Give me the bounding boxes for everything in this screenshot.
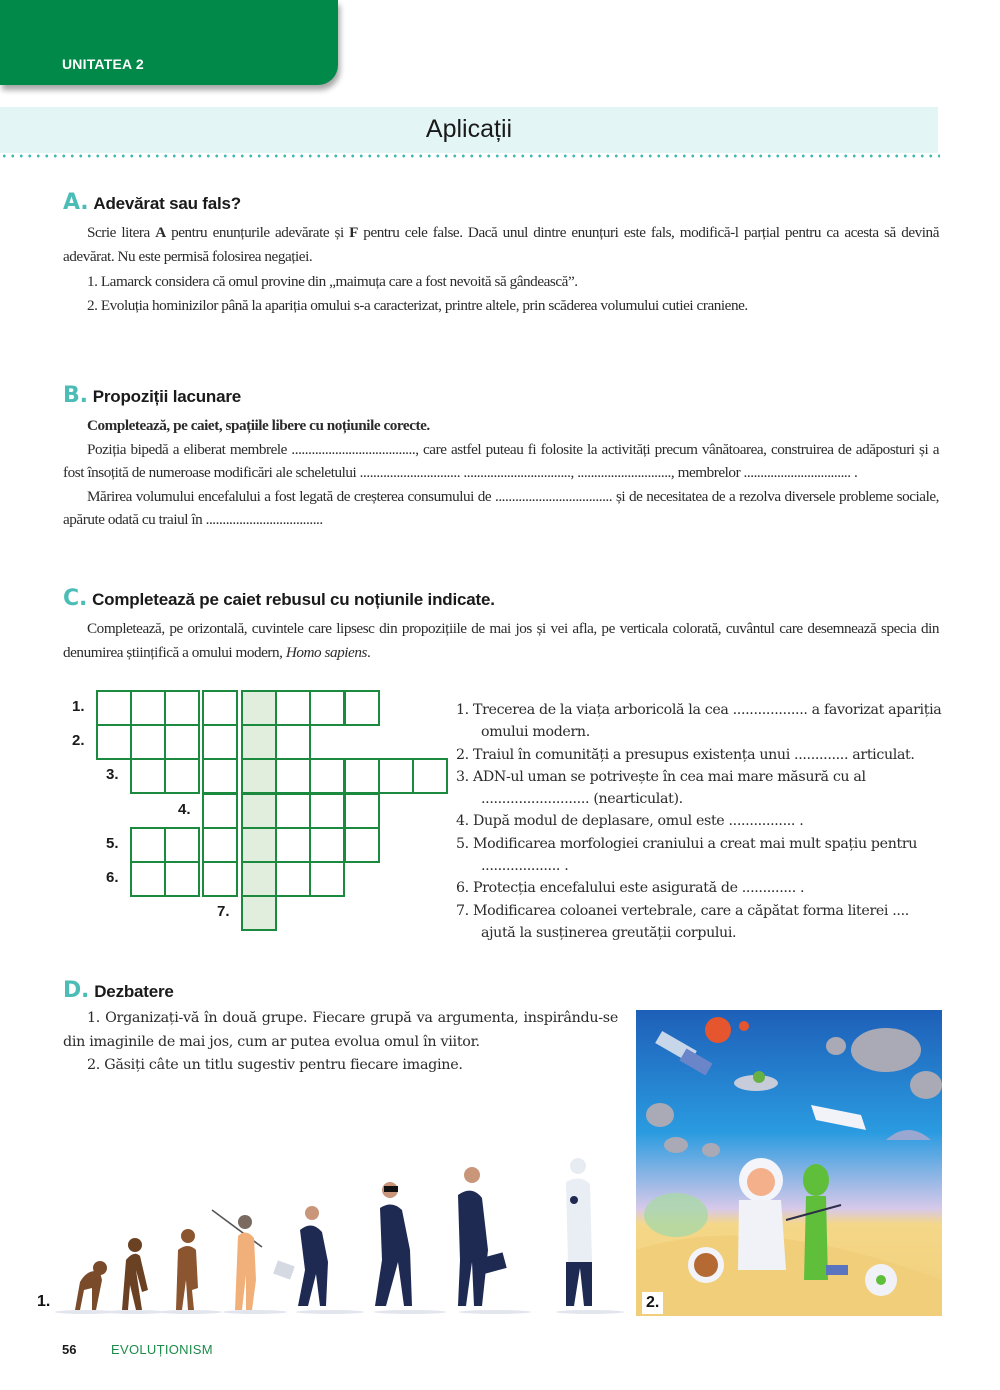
title-band	[0, 107, 938, 153]
intro-text: Completează, pe orizontală, cuvintele care lipsesc din propozițiile de mai jos și vei afla, pe verticala colorată, cuvântul care desemnează specia din denumirea științifică a omului modern,	[63, 620, 939, 661]
section-a-title: Adevărat sau fals?	[93, 194, 241, 213]
crossword-cell	[275, 690, 311, 726]
crossword-cell	[378, 758, 414, 794]
clue-item: 3. ADN-ul uman se potrivește în cea mai mare măsură cu al .......................... (nearticulat).	[456, 768, 866, 808]
clue-item: 6. Protecția encefalului este asigurată de ............. .	[456, 880, 805, 897]
section-c-title: Completează pe caiet rebusul cu noțiunile indicate.	[92, 590, 495, 609]
section-d-heading	[63, 978, 618, 1003]
crossword-cell	[130, 861, 166, 897]
crossword-cell	[241, 690, 277, 726]
letter-f-bold: F	[349, 224, 358, 241]
page-title-text: Aplicații	[425, 115, 513, 143]
dotted-divider	[0, 154, 940, 158]
crossword-cell	[130, 724, 166, 760]
crossword-cell	[275, 793, 311, 829]
instruction-text: pentru cele false. Dacă unul dintre enunțuri este fals, modifică-l parțial pentru ca acesta să devină adevărat. Nu este permisă folosirea negației.	[63, 224, 939, 265]
evolution-figures-icon	[30, 1150, 630, 1320]
section-a-letter: A.	[63, 190, 89, 215]
crossword-cell	[309, 758, 345, 794]
crossword-cell	[344, 793, 380, 829]
letter-a-bold: A	[155, 224, 166, 241]
section-a	[63, 190, 939, 317]
crossword-cell	[275, 724, 311, 760]
crossword-cell	[202, 758, 238, 794]
page-number: 56	[62, 1342, 77, 1357]
section-c-intro	[63, 617, 939, 664]
unit-label: UNITATEA 2	[62, 56, 144, 72]
crossword-cell	[130, 827, 166, 863]
crossword-cell	[202, 827, 238, 863]
crossword-cell	[275, 827, 311, 863]
crossword-cell	[164, 758, 200, 794]
fill-blank-paragraph: Poziția bipedă a eliberat membrele ....................................., care astfel puteau fi folosite la activități precum vânătoarea, construirea de adăposturi și a fost însoțită de numeroase modificări ale scheletului .............................. ................................, ............................, membrelor ................................ .	[63, 440, 939, 481]
section-b-instruction: Completează, pe caiet, spațiile libere cu noțiunile corecte.	[87, 417, 430, 434]
clue-item: 1. Trecerea de la viața arboricolă la cea .................. a favorizat apariția omului modern.	[456, 702, 942, 741]
crossword-cell	[241, 827, 277, 863]
crossword-cell	[241, 758, 277, 794]
image-1-label: 1.	[37, 1293, 51, 1310]
debate-item: 2. Găsiți câte un titlu sugestiv pentru fiecare imagine.	[87, 1057, 463, 1073]
crossword-cell	[309, 690, 345, 726]
crossword-row-label: 1.	[72, 698, 85, 715]
crossword-cell	[164, 861, 200, 897]
section-b-letter: B.	[63, 383, 88, 408]
section-c-heading	[63, 586, 939, 611]
crossword-cell	[164, 690, 200, 726]
crossword-cell	[309, 861, 345, 897]
evolution-image	[30, 1150, 630, 1320]
crossword-cell	[130, 758, 166, 794]
section-c-letter: C.	[63, 586, 88, 611]
crossword-row-label: 6.	[106, 869, 119, 886]
unit-tab	[0, 0, 338, 85]
section-c	[63, 586, 939, 664]
section-b-heading	[63, 383, 939, 408]
crossword-clues	[456, 699, 946, 944]
chapter-title: EVOLUȚIONISM	[111, 1342, 213, 1357]
clue-item: 4. După modul de deplasare, omul este ................ .	[456, 813, 804, 830]
section-b	[63, 383, 939, 532]
crossword-cell	[309, 793, 345, 829]
crossword-row-label: 5.	[106, 835, 119, 852]
crossword-row-label: 2.	[72, 732, 85, 749]
section-d-title: Dezbatere	[94, 982, 174, 1001]
crossword-cell	[202, 690, 238, 726]
crossword-cell	[275, 758, 311, 794]
crossword-cell	[202, 861, 238, 897]
crossword-cell	[309, 827, 345, 863]
section-b-title: Propoziții lacunare	[92, 387, 242, 406]
crossword-cell	[241, 861, 277, 897]
crossword-cell	[275, 861, 311, 897]
crossword-cell	[412, 758, 448, 794]
section-d	[63, 978, 618, 1078]
crossword-cell	[202, 724, 238, 760]
fill-blank-paragraph: Mărirea volumului encefalului a fost legată de creșterea consumului de ................................... și de necesitatea de a rezolva diversele probleme sociale, apărute odată cu traiul în ...................................	[63, 487, 939, 528]
crossword-cell	[344, 758, 380, 794]
space-scene-image	[636, 1010, 942, 1316]
crossword-cell	[241, 895, 277, 931]
intro-end: .	[366, 643, 371, 661]
clue-item: 2. Traiul în comunități a presupus existența unui ............. articulat.	[456, 746, 915, 763]
crossword-cell	[344, 690, 380, 726]
debate-item: 1. Organizați-vă în două grupe. Fiecare grupă va argumenta, inspirându-se din imaginile de mai jos, cum ar putea evolua omul în viitor.	[63, 1010, 618, 1050]
crossword-cell	[164, 827, 200, 863]
section-d-letter: D.	[63, 978, 90, 1003]
crossword-row-label: 7.	[217, 903, 230, 920]
crossword-cell	[344, 827, 380, 863]
crossword-row-label: 3.	[106, 766, 119, 783]
crossword-cell	[96, 724, 132, 760]
crossword-cell	[241, 793, 277, 829]
crossword-cell	[164, 724, 200, 760]
crossword-cell	[202, 793, 238, 829]
instruction-text: Scrie litera	[87, 224, 156, 241]
space-scene-icon	[636, 1010, 942, 1316]
crossword-cell	[241, 724, 277, 760]
section-a-instruction	[63, 221, 939, 268]
statement-item: 2. Evoluția hominizilor până la apariția omului s-a caracterizat, printre altele, prin scăderea volumului cutiei craniene.	[87, 296, 748, 314]
instruction-text: pentru enunțurile adevărate și	[165, 224, 350, 241]
statement-item: 1. Lamarck considera că omul provine din „maimuța care a fost nevoită să gândească”.	[87, 273, 578, 290]
clue-item: 5. Modificarea morfologiei craniului a creat mai mult spațiu pentru ................... .	[456, 835, 918, 875]
crossword-cell	[130, 690, 166, 726]
clue-item: 7. Modificarea coloanei vertebrale, care a căpătat forma literei .... ajută la susținerea greutății corpului.	[456, 902, 909, 941]
crossword-row-label: 4.	[178, 801, 191, 818]
species-name: Homo sapiens	[285, 643, 367, 661]
page-title	[0, 115, 938, 144]
image-2-label: 2.	[642, 1292, 663, 1314]
section-a-heading	[63, 190, 939, 215]
crossword-cell	[96, 690, 132, 726]
